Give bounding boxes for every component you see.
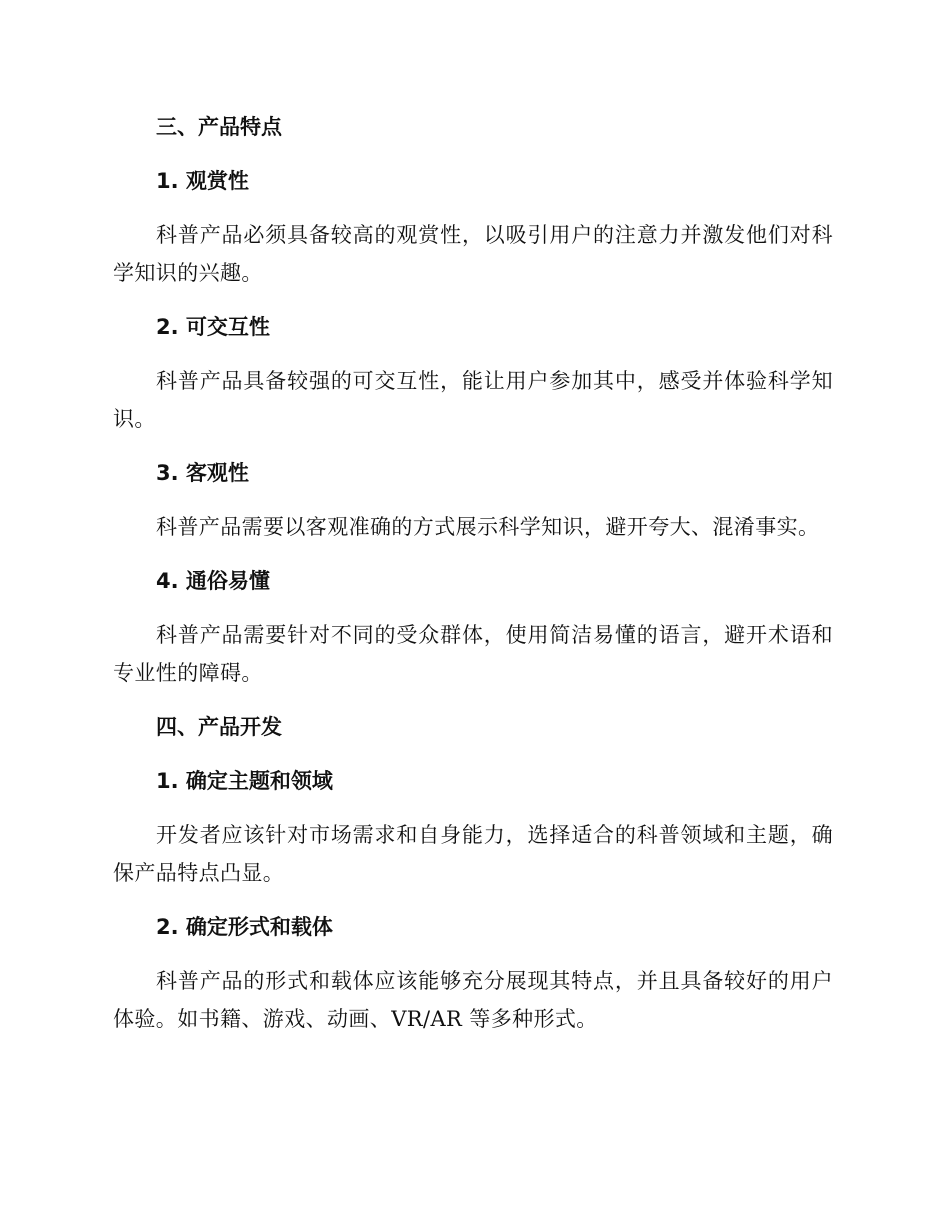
- subheading-accessibility: 4. 通俗易懂: [156, 569, 270, 593]
- paragraph-form-and-carrier: 科普产品的形式和载体应该能够充分展现其特点，并且具备较好的用户体验。如书籍、游戏、动画、VR/AR 等多种形式。: [113, 969, 833, 1031]
- subheading-theme-and-field: 1. 确定主题和领域: [156, 769, 333, 793]
- document-body: [113, 108, 833, 1054]
- section-heading-product-development: 四、产品开发: [156, 715, 282, 739]
- paragraph-theme-and-field: 开发者应该针对市场需求和自身能力，选择适合的科普领域和主题，确保产品特点凸显。: [113, 823, 833, 885]
- subheading-viewability: 1. 观赏性: [156, 169, 249, 193]
- paragraph-viewability: 科普产品必须具备较高的观赏性，以吸引用户的注意力并激发他们对科学知识的兴趣。: [113, 223, 833, 285]
- section-heading-product-features: 三、产品特点: [156, 115, 282, 139]
- paragraph-objectivity: 科普产品需要以客观准确的方式展示科学知识，避开夸大、混淆事实。: [156, 515, 820, 539]
- subheading-interactivity: 2. 可交互性: [156, 315, 270, 339]
- subheading-objectivity: 3. 客观性: [156, 461, 249, 485]
- subheading-form-and-carrier: 2. 确定形式和载体: [156, 915, 333, 939]
- paragraph-interactivity: 科普产品具备较强的可交互性，能让用户参加其中，感受并体验科学知识。: [113, 369, 833, 431]
- paragraph-accessibility: 科普产品需要针对不同的受众群体，使用简洁易懂的语言，避开术语和专业性的障碍。: [113, 623, 833, 685]
